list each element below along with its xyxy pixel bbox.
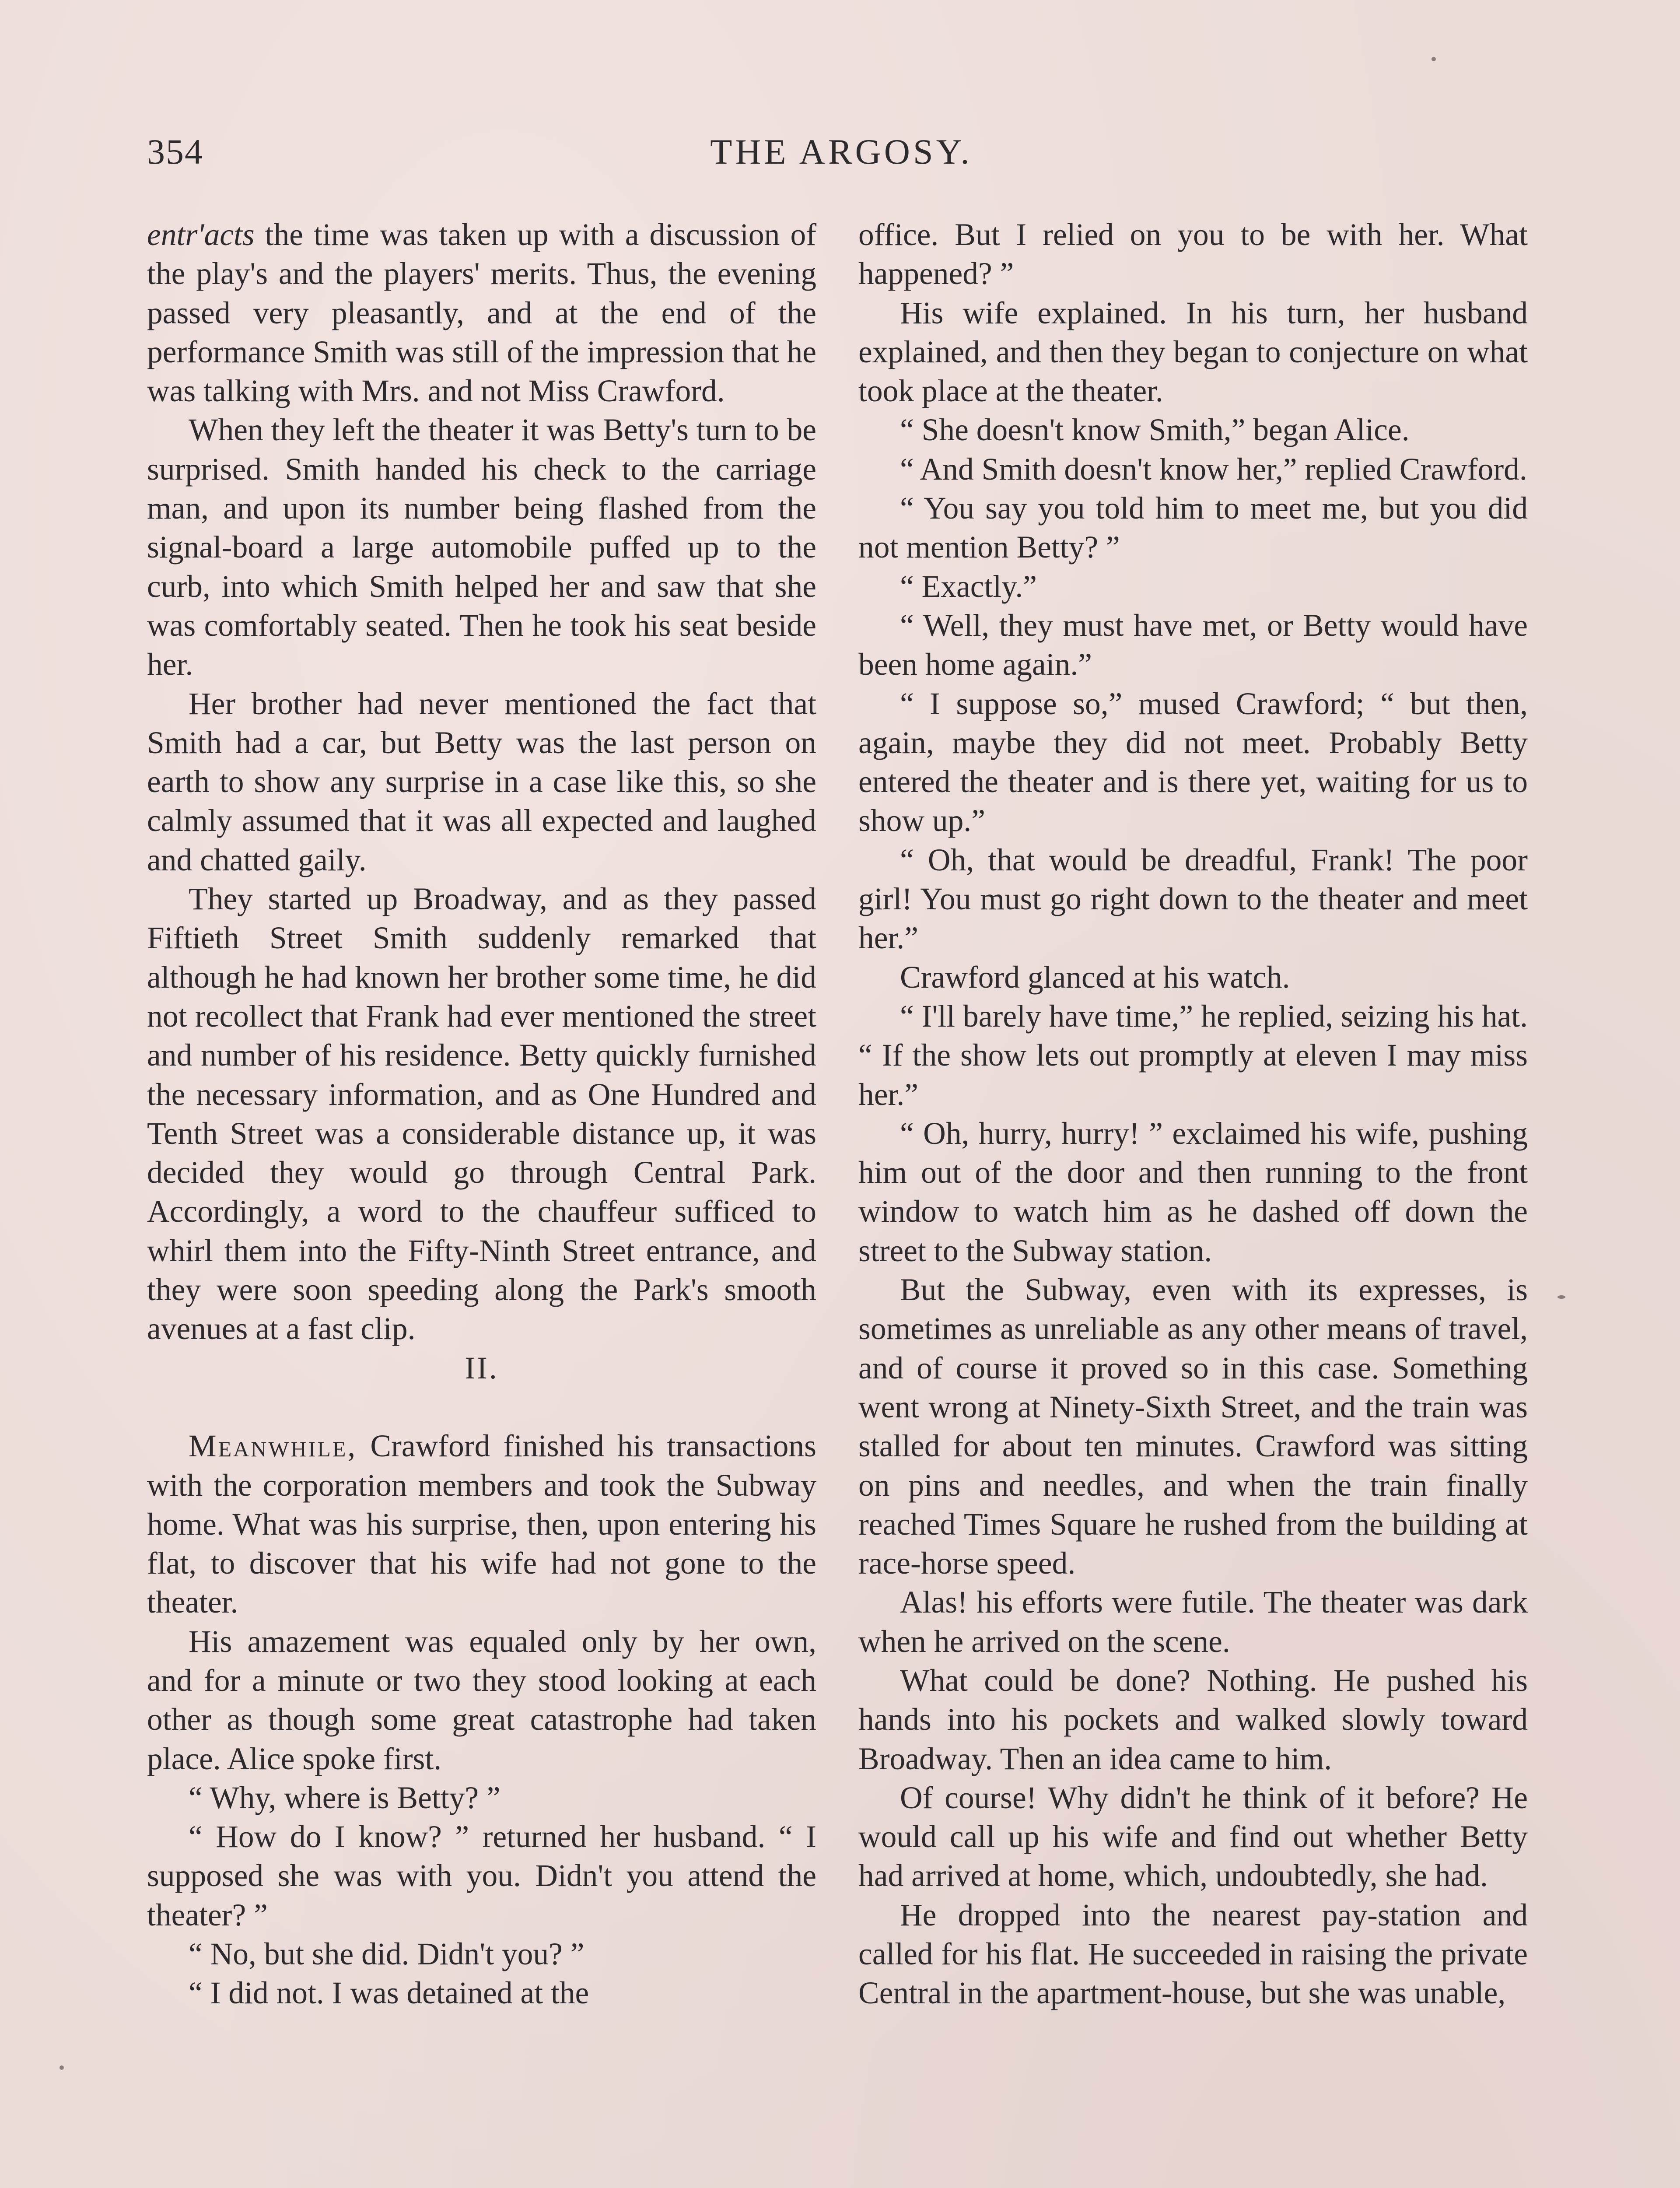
small-caps-lead: Meanwhile, xyxy=(189,1429,357,1464)
paragraph: “ I'll barely have time,” he replied, seizing his hat. “ If the show lets out promptly at eleven I may miss her.” xyxy=(858,999,1528,1112)
paragraph-text: Crawford finished his transactions with the corporation members and took the Subway home. What was his surprise, then, upon entering his flat, to discover that his wife had not gone to the theater. xyxy=(147,1429,816,1620)
paragraph: But the Subway, even with its expresses, is sometimes as unreliable as any other means of travel, and of course it proved so in this case. Something went wrong at Ninety-Sixth Street, and the train was stalled for about ten minutes. Crawford was sitting on pins and needles, and when the train finally reached Times Square he rushed from the building at race-horse speed. xyxy=(858,1273,1528,1581)
left-column xyxy=(147,215,816,2013)
print-speck xyxy=(1558,1295,1565,1299)
print-speck xyxy=(1432,57,1436,61)
paragraph-text: the time was taken up with a discussion of the play's and the players' merits. Thus, the evening passed very pleasantly, and at the end of the performance Smith was still of the impression that he was talking with Mrs. and not Miss Crawford. xyxy=(147,217,816,409)
paragraph: “ Why, where is Betty? ” xyxy=(189,1780,500,1815)
paragraph: His wife explained. In his turn, her husband explained, and then they began to conjecture on what took place at the theater. xyxy=(858,295,1528,409)
paragraph: “ I did not. I was detained at the xyxy=(189,1976,589,2011)
paragraph: “ And Smith doesn't know her,” replied Crawford. xyxy=(900,452,1527,487)
paragraph: “ I suppose so,” mused Crawford; “ but then, again, maybe they did not meet. Probably Betty entered the theater and is there yet, waiting for us to show up.” xyxy=(858,686,1528,838)
paragraph: “ She doesn't know Smith,” began Alice. xyxy=(900,413,1410,448)
paragraph: They started up Broadway, and as they passed Fiftieth Street Smith suddenly remarked that although he had known her brother some time, he did not recollect that Frank had ever mentioned the street and number of his residence. Betty quickly furnished the necessary information, and as One Hundred and Tenth Street was a considerable distance up, it was decided they would go through Central Park. Accordingly, a word to the chauffeur sufficed to whirl them into the Fifty-Ninth Street entrance, and they were soon speeding along the Park's smooth avenues at a fast clip. xyxy=(147,882,816,1346)
paragraph: His amazement was equaled only by her own, and for a minute or two they stood looking at each other as though some great catastrophe had taken place. Alice spoke first. xyxy=(147,1624,816,1776)
page-header xyxy=(147,131,1536,179)
paragraph: “ How do I know? ” returned her husband. “ I supposed she was with you. Didn't you attend the theater? ” xyxy=(147,1820,816,1932)
paragraph: He dropped into the nearest pay-station and called for his flat. He succeeded in raising the private Central in the apartment-house, but she was unable, xyxy=(858,1897,1528,2011)
paragraph: Her brother had never mentioned the fact that Smith had a car, but Betty was the last person on earth to show any surprise in a case like this, so she calmly assumed that it was all expected and laughed and chatted gaily. xyxy=(147,686,816,877)
paragraph xyxy=(147,215,816,410)
paragraph: “ You say you told him to meet me, but you did not mention Betty? ” xyxy=(858,491,1528,565)
paragraph: When they left the theater it was Betty's turn to be surprised. Smith handed his check to the carriage man, and upon its number being flashed from the signal-board a large automobile puffed up to the curb, into which Smith helped her and saw that she was comfortably seated. Then he took his seat beside her. xyxy=(147,413,816,682)
paragraph xyxy=(147,1427,816,1622)
paragraph: “ Exactly.” xyxy=(900,569,1037,604)
paragraph: “ Oh, hurry, hurry! ” exclaimed his wife, pushing him out of the door and then running to the front window to watch him as he dashed off down the street to the Subway station. xyxy=(858,1116,1528,1268)
italic-term: entr'acts xyxy=(147,217,255,252)
paragraph: Alas! his efforts were futile. The theater was dark when he arrived on the scene. xyxy=(858,1585,1528,1659)
paragraph: “ Well, they must have met, or Betty would have been home again.” xyxy=(858,608,1528,682)
print-speck xyxy=(60,2065,64,2070)
page-number: 354 xyxy=(147,132,203,172)
paragraph: What could be done? Nothing. He pushed his hands into his pockets and walked slowly toward Broadway. Then an idea came to him. xyxy=(858,1663,1528,1776)
paragraph: office. But I relied on you to be with her. What happened? ” xyxy=(858,217,1528,291)
right-column xyxy=(858,215,1528,2013)
paragraph: “ Oh, that would be dreadful, Frank! The poor girl! You must go right down to the theater and meet her.” xyxy=(858,842,1528,956)
section-heading: II. xyxy=(465,1350,499,1385)
paragraph: “ No, but she did. Didn't you? ” xyxy=(189,1937,584,1972)
paragraph: Of course! Why didn't he think of it before? He would call up his wife and find out whether Betty had arrived at home, which, undoubtedly, she had. xyxy=(858,1780,1528,1893)
running-title: THE ARGOSY. xyxy=(710,132,973,172)
paragraph: Crawford glanced at his watch. xyxy=(900,960,1290,995)
